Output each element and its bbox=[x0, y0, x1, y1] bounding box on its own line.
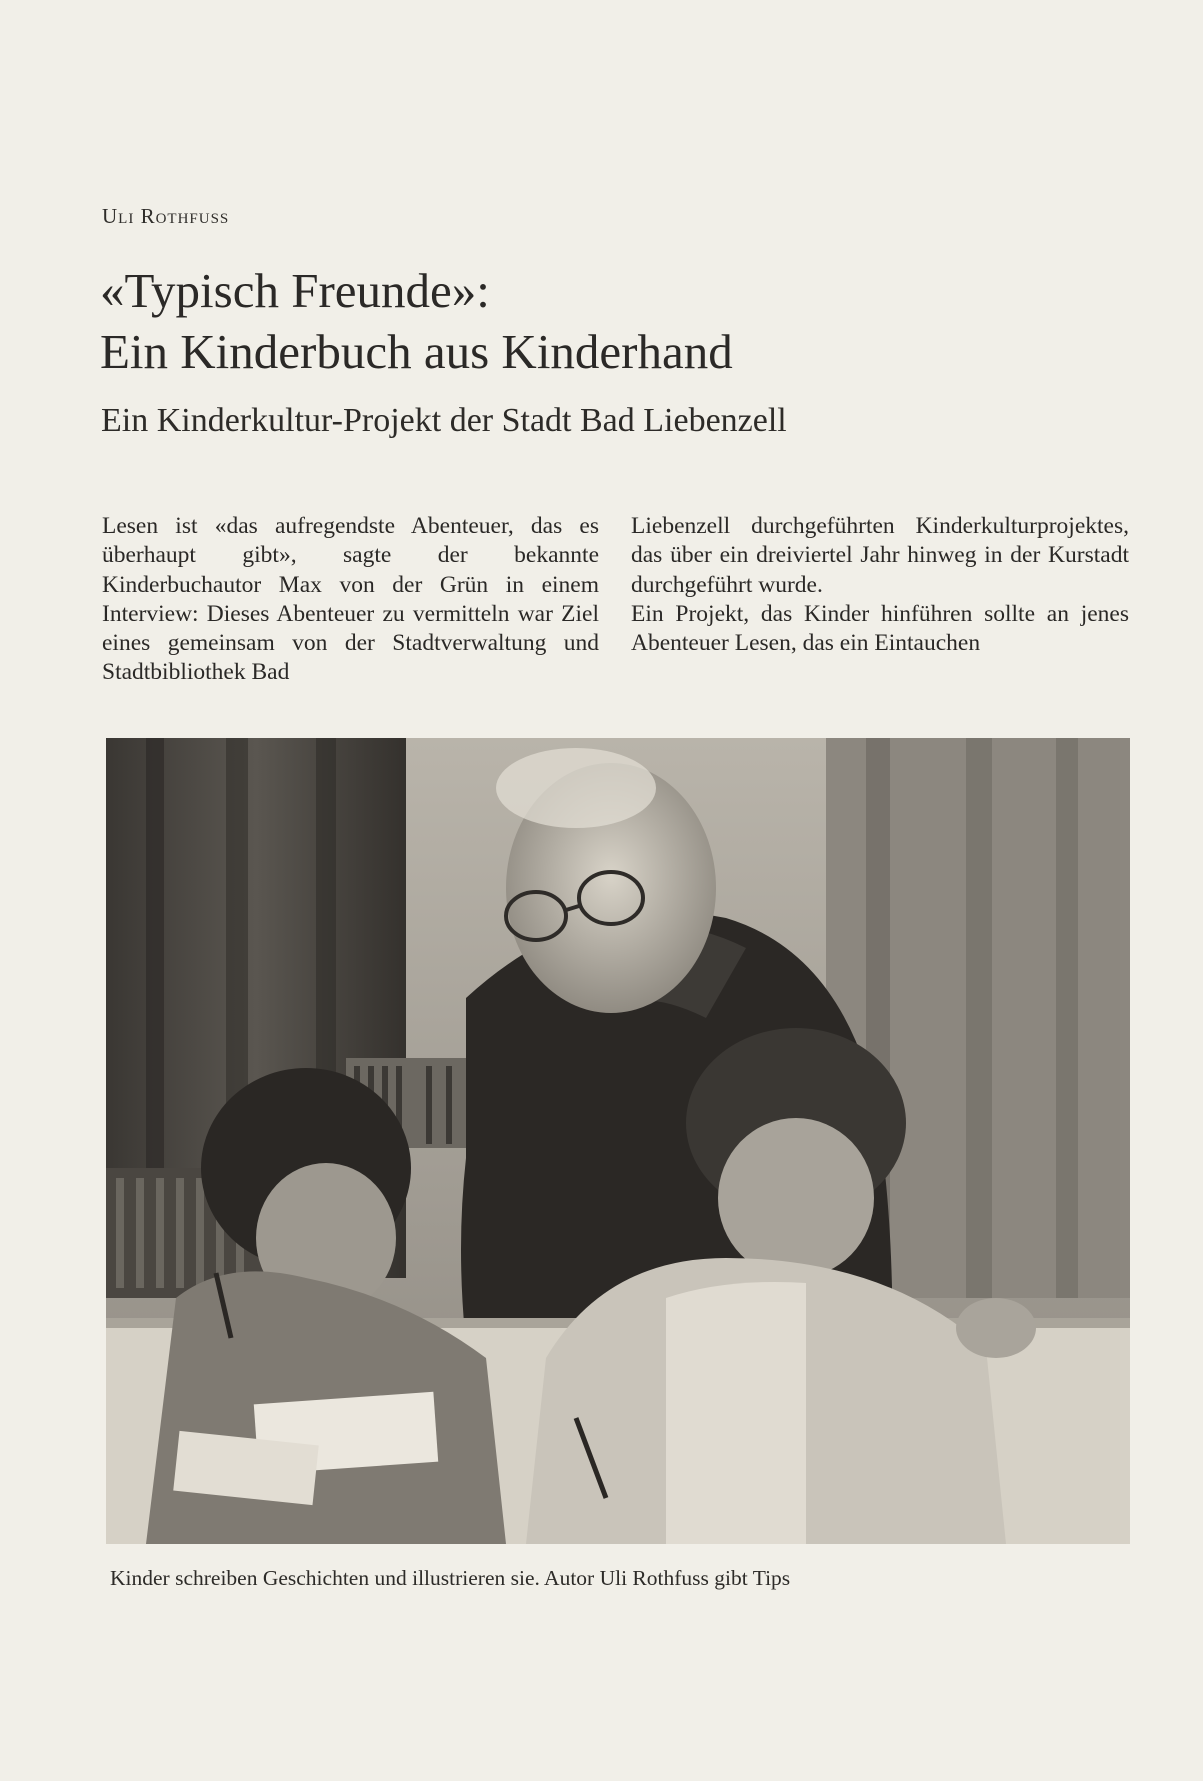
article-subtitle: Ein Kinderkultur-Projekt der Stadt Bad Liebenzell bbox=[101, 402, 787, 439]
paragraph: Lesen ist «das aufregendste Abenteuer, das es überhaupt gibt», sagte der bekannte Kinderbuchautor Max von der Grün in einem Interview: Dieses Abenteuer zu vermitteln war Ziel eines gemeinsam von der Stadtverwaltung und Stadtbibliothek Bad bbox=[102, 513, 599, 686]
title-line-1: «Typisch Freunde»: bbox=[100, 263, 490, 318]
title-line-2: Ein Kinderbuch aus Kinderhand bbox=[100, 324, 733, 379]
author-name: Uli Rothfuss bbox=[102, 204, 230, 228]
photo-caption: Kinder schreiben Geschichten und illustrieren sie. Autor Uli Rothfuss gibt Tips bbox=[110, 1566, 791, 1590]
article-photo bbox=[106, 738, 1130, 1544]
text-column-left bbox=[102, 512, 599, 688]
article-title bbox=[100, 260, 1100, 382]
paragraph: Ein Projekt, das Kinder hinführen sollte an jenes Abenteuer Lesen, das ein Eintauchen bbox=[631, 600, 1129, 657]
photo-illustration bbox=[106, 738, 1130, 1544]
text-column-right bbox=[631, 512, 1129, 658]
paragraph: Liebenzell durchgeführten Kinderkulturprojektes, das über ein dreiviertel Jahr hinweg in der Kurstadt durchgeführt wurde. bbox=[631, 513, 1129, 598]
